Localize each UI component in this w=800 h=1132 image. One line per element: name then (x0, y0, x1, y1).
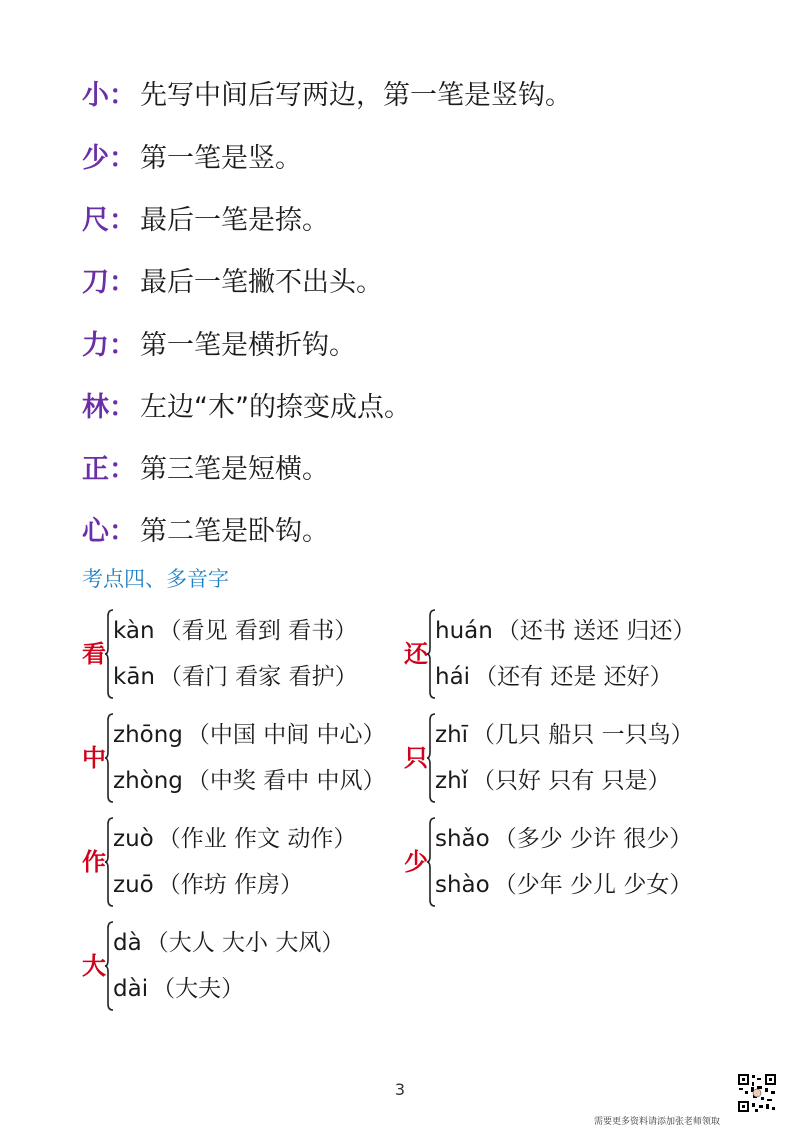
pinyin-text: kān (113, 664, 155, 690)
qr-code-icon (737, 1073, 777, 1113)
rule-colon: ： (109, 204, 136, 236)
examples-text: （大夫） (152, 976, 245, 1002)
pinyin-text: shǎo (435, 826, 490, 852)
rule-char: 尺 (82, 204, 109, 236)
pinyin-text: shào (435, 872, 490, 898)
rule-text: 第二笔是卧钩。 (140, 515, 329, 547)
rule-char: 心 (82, 515, 109, 547)
examples-text: （中国 中间 中心） (186, 722, 386, 748)
rule-item (82, 311, 356, 373)
reading-line (435, 660, 673, 694)
reading-line (113, 660, 358, 694)
reading-line (435, 822, 692, 856)
examples-text: （看见 看到 看书） (158, 618, 358, 644)
pinyin-text: zhī (435, 722, 469, 748)
rule-colon: ： (109, 391, 136, 423)
rule-text: 最后一笔是捺。 (140, 204, 329, 236)
rule-char: 林 (82, 391, 109, 423)
reading-line (113, 926, 344, 960)
pinyin-text: zuò (113, 826, 154, 852)
pinyin-text: zuō (113, 872, 154, 898)
polyphone-char: 看 (82, 640, 106, 668)
polyphone-char: 中 (82, 744, 106, 772)
rule-char: 刀 (82, 266, 109, 298)
pinyin-text: zhǐ (435, 768, 469, 794)
rule-text: 第三笔是短横。 (140, 453, 329, 485)
pinyin-text: dà (113, 930, 142, 956)
rule-item (82, 186, 329, 248)
reading-line (435, 764, 671, 798)
rule-colon: ： (109, 266, 136, 298)
reading-line (113, 868, 303, 902)
rule-item (82, 435, 329, 497)
pinyin-text: zhòng (113, 768, 183, 794)
examples-text: （作坊 作房） (157, 872, 304, 898)
rule-colon: ： (109, 142, 136, 174)
examples-text: （大人 大小 大风） (145, 930, 345, 956)
page-number: 3 (394, 1080, 406, 1099)
polyphone-char: 只 (404, 744, 428, 772)
reading-line (435, 614, 695, 648)
rule-colon: ： (109, 329, 136, 361)
examples-text: （中奖 看中 中风） (186, 768, 386, 794)
rule-char: 小 (82, 79, 109, 111)
examples-text: （少年 少儿 少女） (493, 872, 693, 898)
rule-item (82, 497, 329, 559)
polyphone-char: 作 (82, 848, 106, 876)
reading-line (435, 718, 694, 752)
examples-text: （只好 只有 只是） (472, 768, 671, 794)
examples-text: （看门 看家 看护） (159, 664, 358, 690)
rule-text: 第一笔是竖。 (140, 142, 302, 174)
rule-char: 正 (82, 453, 109, 485)
rule-text: 第一笔是横折钩。 (140, 329, 356, 361)
pinyin-text: huán (435, 618, 493, 644)
rule-colon: ： (109, 453, 136, 485)
polyphone-char: 少 (404, 848, 428, 876)
rule-text: 左边“木”的捺变成点。 (140, 391, 411, 423)
section-title: 考点四、多音字 (82, 567, 229, 591)
polyphone-char: 还 (404, 640, 428, 668)
reading-line (113, 718, 386, 752)
pinyin-text: zhōng (113, 722, 183, 748)
examples-text: （还有 还是 还好） (474, 664, 673, 690)
pinyin-text: dài (113, 976, 149, 1002)
rule-colon: ： (109, 515, 136, 547)
pinyin-text: hái (435, 664, 471, 690)
footer-note: 需要更多资料请添加张老师领取 (594, 1117, 721, 1127)
reading-line (113, 822, 356, 856)
examples-text: （作业 作文 动作） (157, 826, 357, 852)
rule-colon: ： (109, 79, 136, 111)
reading-line (113, 614, 357, 648)
rule-char: 力 (82, 329, 109, 361)
rule-item (82, 248, 383, 310)
examples-text: （多少 少许 很少） (493, 826, 693, 852)
reading-line (113, 764, 386, 798)
reading-line (435, 868, 692, 902)
reading-line (113, 972, 244, 1006)
rule-char: 少 (82, 142, 109, 174)
rule-item (82, 124, 302, 186)
rule-text: 先写中间后写两边，第一笔是竖钩。 (140, 79, 572, 111)
rule-item (82, 373, 411, 435)
examples-text: （几只 船只 一只鸟） (472, 722, 694, 748)
rule-text: 最后一笔撇不出头。 (140, 266, 383, 298)
examples-text: （还书 送还 归还） (496, 618, 696, 644)
rule-item (82, 61, 572, 123)
pinyin-text: kàn (113, 618, 155, 644)
polyphone-char: 大 (82, 952, 106, 980)
